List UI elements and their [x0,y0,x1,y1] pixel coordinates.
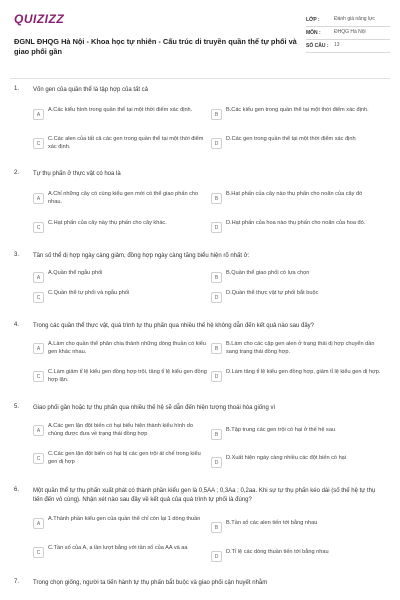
option-letter-box: A [33,193,44,204]
option-text: C.Các alen của tất cả các gen trong quần thể tại một thời điểm xác định. [48,136,204,150]
option-letter-box: B [211,429,222,440]
option-d[interactable] [211,220,389,233]
option-text: C.Quần thể tự phối và ngẫu phối [48,290,130,296]
option-letter-box: B [211,272,222,283]
option-d[interactable] [211,369,389,382]
option-c[interactable] [33,545,211,558]
info-key: LỚP : [306,17,320,23]
option-text: D.Làm tăng tỉ lệ kiểu gen đồng hợp, giảm tỉ lệ kiểu gen dị hợp. [226,369,381,375]
option-letter-box: D [211,292,222,303]
info-box [306,14,390,53]
option-c[interactable] [33,220,211,233]
option-text: B.Quần thể giao phối có lựa chọn [226,270,310,276]
option-text: A.Thành phần kiểu gen của quần thể chỉ còn lại 1 dòng thuần [48,516,201,522]
option-b[interactable] [211,191,389,204]
option-b[interactable] [211,107,389,120]
option-text: C.Các gen lặn đột biến có hại bị các gen trội át chế trong kiểu gen dị hợp [48,451,201,465]
quizizz-logo: QUIZIZZ [14,12,65,26]
option-letter-box: A [33,425,44,436]
question-number: 5. [14,404,20,410]
info-row-subject [306,27,390,40]
option-text: A.Làm cho quần thể phân chia thành những dòng thuần có kiểu gen khác nhau. [48,341,207,355]
info-value: ĐHQG Hà Nội [334,29,366,35]
option-text: B.Hạt phấn của cây nào thụ phấn cho noãn của cây đó [226,191,363,197]
option-text: D.Hạt phấn của hoa nào thụ phấn cho noãn của hoa đó. [226,220,366,226]
option-letter-box: A [33,272,44,283]
question-text: Giao phối gần hoặc tự thụ phấn qua nhiều thế hệ sẽ dẫn đến hiện tượng thoái hóa giống vì [33,405,276,411]
option-letter-box: C [33,138,44,149]
option-text: C.Tần số của A, a lần lượt bằng với tần số của AA và aa [48,545,188,551]
info-key: MÔN : [306,30,321,36]
option-text: A.Các gen lặn đột biến có hại biểu hiện thành kiểu hình do chúng được đưa về trạng thái đồng hợp [48,423,193,437]
option-text: C.Hạt phấn của cây này thụ phấn cho cây khác. [48,220,167,226]
option-text: B.Các kiểu gen trong quần thể tại một thời điểm xác định. [226,107,369,113]
option-b[interactable] [211,427,389,440]
option-a[interactable] [33,107,211,120]
info-value: Đánh giá năng lực [334,16,375,22]
option-letter-box: D [211,457,222,468]
header-divider [10,78,390,79]
question-number: 6. [14,487,20,493]
option-letter-box: D [211,222,222,233]
option-text: C.Làm giảm tỉ lệ kiểu gen đồng hợp trội, tăng tỉ lệ kiểu gen đồng hợp lặn. [48,369,207,383]
option-d[interactable] [211,136,389,149]
question-text: Vốn gen của quần thể là tập hợp của tất cả [33,87,149,93]
question-text: Tự thụ phấn ở thực vật có hoa là [33,171,121,177]
option-letter-box: D [211,551,222,562]
option-letter-box: A [33,518,44,529]
option-text: D.Quần thể thực vật tự phối bắt buộc [226,290,319,296]
option-letter-box: D [211,371,222,382]
option-letter-box: B [211,193,222,204]
option-c[interactable] [33,136,211,152]
option-d[interactable] [211,549,389,562]
info-row-class [306,14,390,27]
question-text: Tần số thể dị hợp ngày càng giảm, đồng hợp ngày càng tăng biểu hiện rõ nhất ở: [33,253,250,259]
option-letter-box: A [33,343,44,354]
option-a[interactable] [33,270,211,283]
question-number: 7. [14,579,20,585]
option-b[interactable] [211,520,389,533]
option-letter-box: C [33,453,44,464]
option-a[interactable] [33,341,211,357]
info-key: SỐ CÂU : [306,43,329,49]
option-text: B.Tần số các alen tiến tới bằng nhau [226,520,318,526]
info-value: 13 [334,42,340,48]
question-number: 3. [14,252,20,258]
option-letter-box: B [211,109,222,120]
option-b[interactable] [211,270,389,283]
option-letter-box: D [211,138,222,149]
option-text: D.Xuất hiện ngày càng nhiều các đột biến có hại [226,455,347,461]
option-text: A.Các kiểu hình trong quần thể tại một thời điểm xác định. [48,107,193,113]
option-d[interactable] [211,455,389,468]
option-d[interactable] [211,290,389,303]
question-text: Trong các quần thể thực vật, quá trình tự thụ phấn qua nhiều thế hệ không dẫn đến kết quả nào sau đây? [33,323,315,329]
option-c[interactable] [33,369,211,385]
question-number: 4. [14,322,20,328]
option-letter-box: A [33,109,44,120]
option-letter-box: C [33,371,44,382]
option-letter-box: C [33,292,44,303]
question-text: Một quần thể tự thụ phấn xuất phát có thành phần kiểu gen là 0,5AA ; 0,3Aa ; 0,2aa. Khi sự tự thụ phấn kéo dài (số thế hệ tự thụ tiến đến vô cùng). Nhận xét nào sau đây về kết quả của quá trình tự phối là đúng? [33,488,376,503]
option-text: D.Tỉ lệ các dòng thuần tiến tới bằng nhau [226,549,329,555]
question-number: 1. [14,86,20,92]
option-c[interactable] [33,451,211,467]
option-text: A.Chỉ những cây có cùng kiểu gen mới có thể giao phấn cho nhau. [48,191,199,205]
option-text: B.Làm cho các cặp gen alen ở trạng thái dị hợp chuyển dần sang trạng thái đồng hợp. [226,341,375,355]
option-b[interactable] [211,341,389,357]
option-text: A.Quần thể ngẫu phối [48,270,103,276]
option-a[interactable] [33,423,211,439]
worksheet-header [0,0,400,72]
option-c[interactable] [33,290,211,303]
info-row-count [306,40,390,53]
option-letter-box: C [33,547,44,558]
option-letter-box: B [211,522,222,533]
option-text: D.Các gen trong quần thể tại một thời điểm xác định [226,136,356,142]
option-letter-box: B [211,343,222,354]
option-a[interactable] [33,191,211,207]
option-a[interactable] [33,516,211,529]
question-text: Trong chọn giống, người ta tiến hành tự thụ phấn bắt buộc và giao phối cận huyết nhằm [33,580,268,586]
worksheet-title: ĐGNL ĐHQG Hà Nội - Khoa học tự nhiên - Cấu trúc di truyền quần thể tự phối và giao phối gần [14,37,297,56]
option-letter-box: C [33,222,44,233]
question-number: 2. [14,170,20,176]
option-text: B.Tập trung các gen trội có hại ở thế hệ sau [226,427,336,433]
